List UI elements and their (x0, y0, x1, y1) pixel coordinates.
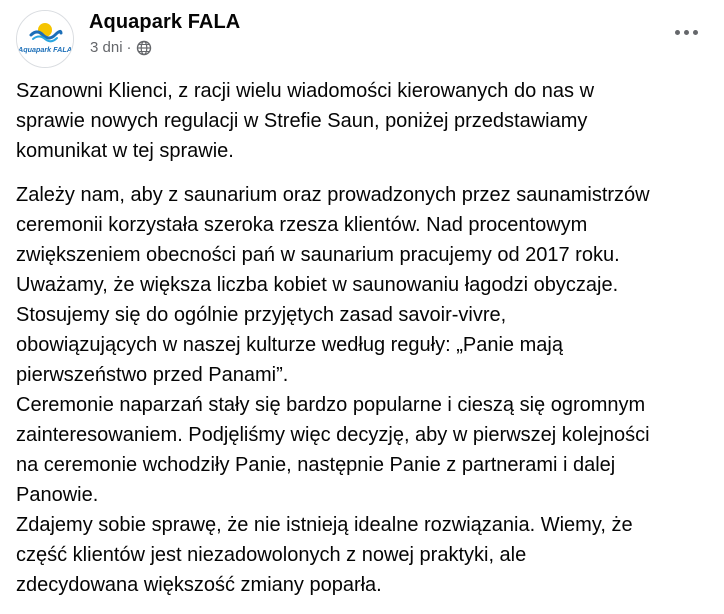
post-header (12, 10, 712, 66)
more-dot (693, 30, 698, 35)
more-dot (675, 30, 680, 35)
page-name-link[interactable]: Aquapark FALA (89, 11, 241, 33)
more-horizontal-icon[interactable] (668, 20, 704, 44)
more-dot (684, 30, 689, 35)
post-paragraph-intro: Szanowni Klienci, z racji wielu wiadomości kierowanych do nas w sprawie nowych regulacji w Strefie Saun, poniżej przedstawiamy komunikat w tej sprawie. (16, 80, 595, 162)
globe-icon[interactable] (136, 40, 152, 56)
post-meta (90, 38, 152, 58)
meta-separator: · (126, 39, 132, 56)
post-paragraph-main: Zależy nam, aby z saunarium oraz prowadzonych przez saunamistrzów ceremonii korzystała szeroka rzesza klientów. Nad procentowym zwiększeniem obecności pań w saunarium pracujemy od 2017 roku. Uważamy, że większa liczba kobiet w saunowaniu łagodzi obyczaje. Stosujemy się do ogólnie przyjętych zasad savoir-vivre, obowiązujących w naszej kulturze według reguły: „Panie mają pierwszeństwo przed Panami”. Ceremonie naparzań stały się bardzo popularne i cieszą się ogromnym zainteresowaniem. Podjęliśmy więc decyzję, aby w pierwszej kolejności na ceremonie wchodziły Panie, następnie Panie z partnerami i dalej Panowie. Zdajemy sobie sprawę, że nie istnieją idealne rozwiązania. Wiemy, że część klientów jest niezadowolonych z nowej praktyki, ale zdecydowana większość zmiany poparła. (16, 184, 650, 596)
aquapark-logo (17, 11, 73, 67)
post-timestamp[interactable]: 3 dni (90, 39, 123, 56)
post-body (16, 76, 716, 614)
page-avatar[interactable] (16, 10, 74, 68)
logo-text: Aquapark FALA (18, 45, 72, 54)
